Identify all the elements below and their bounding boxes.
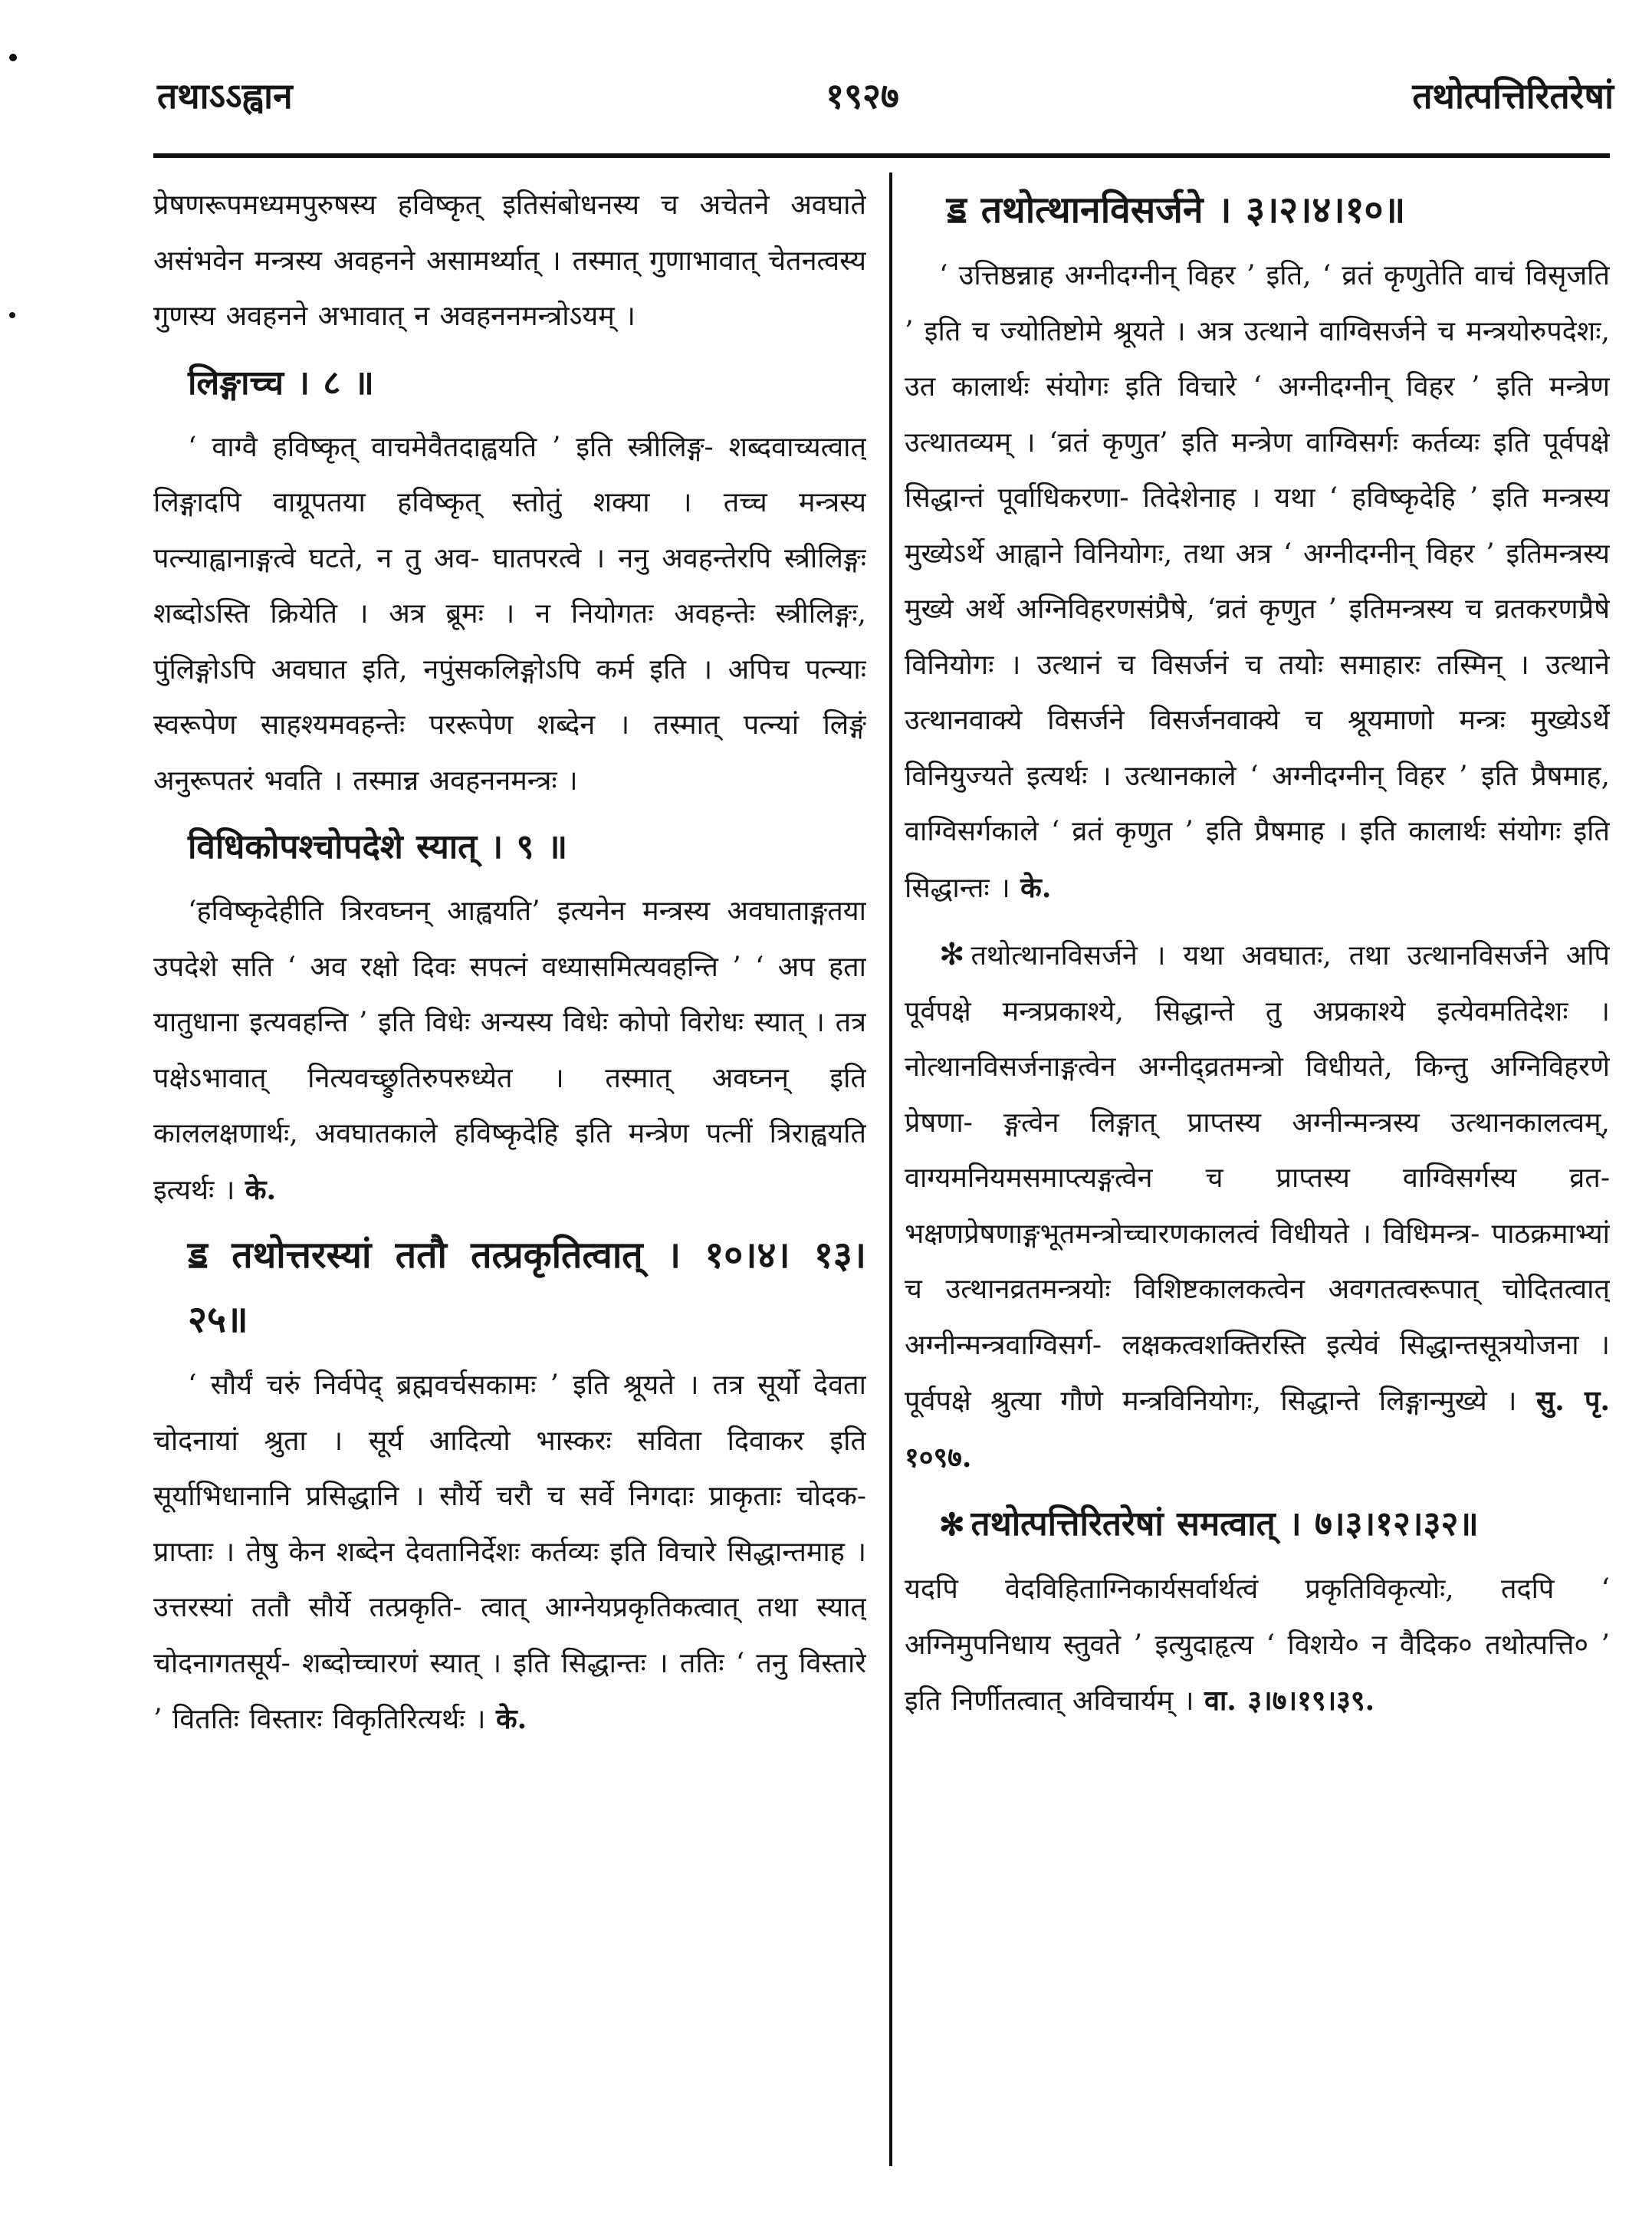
heading-text: तथोत्थानविसर्जने । ३।२।४।१०॥ bbox=[980, 189, 1406, 232]
paragraph: प्रेषणरूपमध्यमपुरुषस्य हविष्कृत् इतिसंबोधनस्य च अचेतने अवघाते असंभवेन मन्त्रस्य अवहनने असामर्थ्यात् । तस्मात् गुणाभावात् चेतनत्वस्य गुणस्य अवहनने अभावात् न अवहननमन्त्रोऽयम् । bbox=[153, 189, 866, 332]
section-symbol-icon: ॾ bbox=[188, 1234, 208, 1277]
star-icon: ✻ bbox=[939, 1507, 965, 1543]
column-divider bbox=[889, 173, 892, 2166]
paragraph bbox=[905, 1562, 1610, 1730]
source-reference: के. bbox=[245, 1173, 277, 1206]
paragraph-text: ‘हविष्कृदेहीति त्रिरवघ्नन् आह्वयति’ इत्यनेन मन्त्रस्य अवघाताङ्गतया उपदेशे सति ‘ अव रक्षो दिवः सपत्नं वध्यासमित्यवहन्ति ’ ‘ अप हता यातुधाना इत्यवहन्ति ’ इति विधेः अन्यस्य विधेः कोपो विरोधः स्यात् । तत्र पक्षेऽभावात् नित्यवच्छ्रुतिरुपरुध्येत । तस्मात् अवघ्नन् इति काललक्षणार्थः, अवघातकाले हविष्कृदेहि इति मन्त्रेण पत्नीं त्रिराह्वयति इत्यर्थः । bbox=[153, 896, 866, 1206]
header-rule bbox=[153, 153, 1610, 158]
heading-text: तथोत्पत्तिरितरेषां समत्वात् । ७।३।१२।३२॥ bbox=[971, 1504, 1479, 1544]
sutra-heading: लिङ्गाच्च । ८ ॥ bbox=[188, 363, 374, 403]
star-icon: ✻ bbox=[939, 937, 965, 972]
left-column bbox=[153, 178, 866, 2171]
heading-text: तथोत्तरस्यां ततौ तत्प्रकृतित्वात् । १०।४। १३।२५॥ bbox=[188, 1234, 866, 1341]
paragraph-text: ‘ वाग्वै हविष्कृत् वाचमेवैतदाह्वयति ’ इति स्त्रीलिङ्ग- शब्दवाच्यत्वात् लिङ्गादपि वाग्रूपतया हविष्कृत् स्तोतुं शक्या । तच्च मन्त्रस्य पत्न्याह्वानाङ्गत्वे घटते, न तु अव- घातपरत्वे । ननु अवहन्तेरपि स्त्रीलिङ्गः शब्दोऽस्ति क्रियेति । अत्र ब्रूमः । न नियोगतः अवहन्तेः स्त्रीलिङ्गः, पुंलिङ्गोऽपि अवघात इति, नपुंसकलिङ्गोऽपि कर्म इति । अपिच पत्न्याः स्वरूपेण साहश्यमवहन्तेः पररूपेण शब्देन । तस्मात् पत्न्यां लिङ्गं अनुरूपतरं भवति । तस्मान्न अवहननमन्त्रः । bbox=[153, 431, 866, 797]
source-reference: के. bbox=[495, 1703, 527, 1735]
right-column bbox=[905, 178, 1610, 2171]
sutra-heading: विधिकोपश्चोपदेशे स्यात् । ९ ॥ bbox=[188, 827, 568, 866]
running-head-left: तथाऽऽह्वान bbox=[157, 75, 293, 117]
section-symbol-icon: ॾ bbox=[947, 189, 967, 232]
sutra-heading bbox=[905, 178, 1610, 242]
source-reference: वा. ३।७।१९।३९. bbox=[1204, 1685, 1375, 1717]
sutra-heading bbox=[905, 1494, 1610, 1556]
scan-speck bbox=[9, 312, 15, 318]
paragraph bbox=[905, 248, 1610, 916]
paragraph-text: यदपि वेदविहिताग्निकार्यसर्वार्थत्वं प्रकृतिविकृत्योः, तदपि ‘ अग्निमुपनिधाय स्तुवते ’ इत्युदाहृत्य ‘ विशये० न वैदिक० तथोत्पत्ति० ’ इति निर्णीतत्वात् अविचार्यम् । bbox=[905, 1573, 1610, 1717]
paragraph-text: ‘ उत्तिष्ठन्नाह अग्नीदग्नीन् विहर ’ इति, ‘ व्रतं कृणुतेति वाचं विसृजति ’ इति च ज्योतिष्टोमे श्रूयते । अत्र उत्थाने वाग्विसर्जने च मन्त्रयोरुपदेशः, उत कालार्थः संयोगः इति विचारे ‘ अग्नीदग्नीन् विहर ’ इति मन्त्रेण उत्थातव्यम् । ‘व्रतं कृणुत’ इति मन्त्रेण वाग्विसर्गः कर्तव्यः इति पूर्वपक्षे सिद्धान्तं पूर्वाधिकरणा- तिदेशेनाह । यथा ‘ हविष्कृदेहि ’ इति मन्त्रस्य मुख्येऽर्थे आह्वाने विनियोगः, तथा अत्र ‘ अग्नीदग्नीन् विहर ’ इतिमन्त्रस्य मुख्ये अर्थे अग्निविहरणसंप्रैषे, ‘व्रतं कृणुत ’ इतिमन्त्रस्य च व्रतकरणप्रैषे विनियोगः । उत्थानं च विसर्जनं च तयोः समाहारः तस्मिन् । उत्थाने उत्थानवाक्ये विसर्जने विसर्जनवाक्ये च श्रूयमाणो मन्त्रः मुख्येऽर्थे विनियुज्यते इत्यर्थः । उत्थानकाले ‘ अग्नीदग्नीन् विहर ’ इति प्रैषमाह, वाग्विसर्गकाले ‘ व्रतं कृणुत ’ इति प्रैषमाह । इति कालार्थः संयोगः इति सिद्धान्तः । bbox=[905, 260, 1610, 904]
scan-speck bbox=[9, 54, 17, 61]
running-head-right: तथोत्पत्तिरितरेषां bbox=[1412, 75, 1614, 117]
paragraph-text: ‘ सौर्यं चरुं निर्वपेद् ब्रह्मवर्चसकामः ’ इति श्रूयते । तत्र सूर्यो देवता चोदनायां श्रुता । सूर्य आदित्यो भास्करः सविता दिवाकर इति सूर्याभिधानानि प्रसिद्धानि । सौर्ये चरौ च सर्वे निगदाः प्राकृताः चोदक- प्राप्ताः । तेषु केन शब्देन देवतानिर्देशः कर्तव्यः इति विचारे सिद्धान्तमाह । उत्तरस्यां ततौ सौर्ये तत्प्रकृति- त्वात् आग्नेयप्रकृतिकत्वात् तथा स्यात् चोदनागतसूर्य- शब्दोच्चारणं स्यात् । इति सिद्धान्तः । ततिः ‘ तनु विस्तारे ’ विततिः विस्तारः विकृतिरित्यर्थः । bbox=[153, 1369, 866, 1735]
source-reference: के. bbox=[1020, 871, 1052, 904]
sutra-heading bbox=[153, 1223, 866, 1352]
paragraph bbox=[153, 420, 866, 810]
paragraph bbox=[153, 884, 866, 1218]
inline-heading: तथोत्थानविसर्जने bbox=[971, 940, 1138, 971]
paragraph-text: । यथा अवघातः, तथा उत्थानविसर्जने अपि पूर्वपक्षे मन्त्रप्रकाश्ये, सिद्धान्ते तु अप्रकाश्ये इत्येवमतिदेशः । नोत्थानविसर्जनाङ्गत्वेन अग्नीद्व्रतमन्त्रो विधीयते, किन्तु अग्निविहरणे प्रेषणा- ङ्गत्वेन लिङ्गात् प्राप्तस्य अग्नीन्मन्त्रस्य उत्थानकालत्वम्, वाग्यमनियमसमाप्त्यङ्गत्वेन च प्राप्तस्य वाग्विसर्गस्य व्रत- भक्षणप्रेषणाङ्गभूतमन्त्रोच्चारणकालत्वं विधीयते । विधिमन्त्र- पाठक्रमाभ्यां च उत्थानव्रतमन्त्रयोः विशिष्टकालकत्वेन अवगतत्वरूपात् चोदितत्वात् अग्नीन्मन्त्रवाग्विसर्ग- लक्षकत्वशक्तिरस्ति इत्येवं सिद्धान्तसूत्रयोजना । पूर्वपक्षे श्रुत्या गौणे मन्त्रविनियोगः, सिद्धान्ते लिङ्गान्मुख्ये । bbox=[905, 940, 1610, 1417]
paragraph bbox=[153, 1358, 866, 1748]
paragraph bbox=[905, 927, 1610, 1486]
source-reference: सु. पृ. १०९७. bbox=[905, 1385, 1610, 1474]
page-number: १९२७ bbox=[826, 75, 899, 117]
